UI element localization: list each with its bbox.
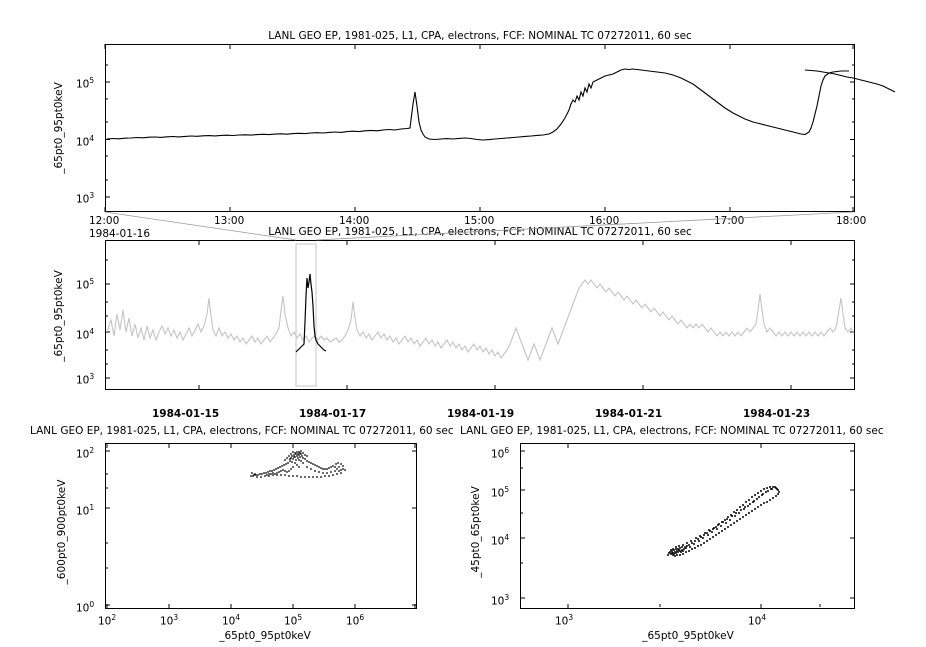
top-ytick-1e5: $10^5$: [76, 76, 95, 91]
middle-ylabel: _65pt0_95pt0keV: [53, 270, 65, 362]
bl-xtick-1e6: $10^6$: [346, 613, 365, 628]
top-xtick-1300: 13:00: [214, 215, 245, 227]
bottom-left-points: [105, 443, 417, 609]
br-ytick-1e3: $10^3$: [491, 593, 510, 608]
bl-xtick-1e3: $10^3$: [160, 613, 179, 628]
br-ytick-1e6: $10^6$: [491, 446, 510, 461]
top-xtick-1600: 16:00: [589, 215, 620, 227]
middle-data-curve: [105, 240, 855, 390]
middle-ytick-1e3: $10^3$: [76, 372, 95, 387]
bottom-left-xlabel: _65pt0_95pt0keV: [219, 630, 311, 642]
bl-xtick-1e2: $10^2$: [98, 613, 117, 628]
middle-xtick-0123: 1984-01-23: [743, 408, 811, 420]
br-ytick-1e5: $10^5$: [491, 485, 510, 500]
top-xdate-label: 1984-01-16: [89, 228, 151, 240]
top-xtick-1500: 15:00: [464, 215, 495, 227]
bottom-right-title: LANL GEO EP, 1981-025, L1, CPA, electrons, FCF: NOMINAL TC 07272011, 60 sec: [460, 425, 884, 437]
bl-ytick-1e1: $10^1$: [76, 503, 95, 518]
bl-xtick-1e5: $10^5$: [284, 613, 303, 628]
br-xtick-1e3: $10^3$: [555, 613, 574, 628]
bottom-left-ylabel: _600pt0_900pt0keV: [56, 479, 68, 585]
middle-xtick-0121: 1984-01-21: [595, 408, 663, 420]
bottom-left-cluster: [250, 450, 346, 478]
bl-xtick-1e4: $10^4$: [222, 613, 241, 628]
top-panel-title: LANL GEO EP, 1981-025, L1, CPA, electrons, FCF: NOMINAL TC 07272011, 60 sec: [268, 30, 692, 42]
bl-ytick-1e2: $10^2$: [76, 446, 95, 461]
top-ytick-1e3: $10^3$: [76, 191, 95, 206]
zoom-connector-lines: [105, 210, 855, 242]
bottom-right-points: [520, 443, 855, 609]
bottom-right-ylabel: _45pt0_65pt0keV: [470, 486, 482, 578]
top-ytick-1e4: $10^4$: [76, 134, 95, 149]
bottom-right-xlabel: _65pt0_95pt0keV: [642, 630, 734, 642]
bl-ytick-1e0: $10^0$: [76, 600, 95, 615]
top-xtick-1400: 14:00: [339, 215, 370, 227]
middle-xtick-0119: 1984-01-19: [447, 408, 515, 420]
bottom-right-loop: [667, 486, 780, 557]
middle-xtick-0117: 1984-01-17: [299, 408, 367, 420]
middle-xtick-0115: 1984-01-15: [152, 408, 220, 420]
bottom-left-title: LANL GEO EP, 1981-025, L1, CPA, electrons, FCF: NOMINAL TC 07272011, 60 sec: [30, 425, 454, 437]
top-data-curve: [105, 44, 855, 212]
middle-ytick-1e5: $10^5$: [76, 277, 95, 292]
top-ylabel: _65pt0_95pt0keV: [53, 82, 65, 174]
middle-panel-title: LANL GEO EP, 1981-025, L1, CPA, electrons, FCF: NOMINAL TC 07272011, 60 sec: [268, 226, 692, 238]
top-xtick-1200: 12:00: [89, 215, 120, 227]
top-xtick-1800: 18:00: [836, 215, 867, 227]
br-ytick-1e4: $10^4$: [491, 533, 510, 548]
br-xtick-1e4: $10^4$: [748, 613, 767, 628]
top-xtick-1700: 17:00: [714, 215, 745, 227]
middle-ytick-1e4: $10^4$: [76, 327, 95, 342]
